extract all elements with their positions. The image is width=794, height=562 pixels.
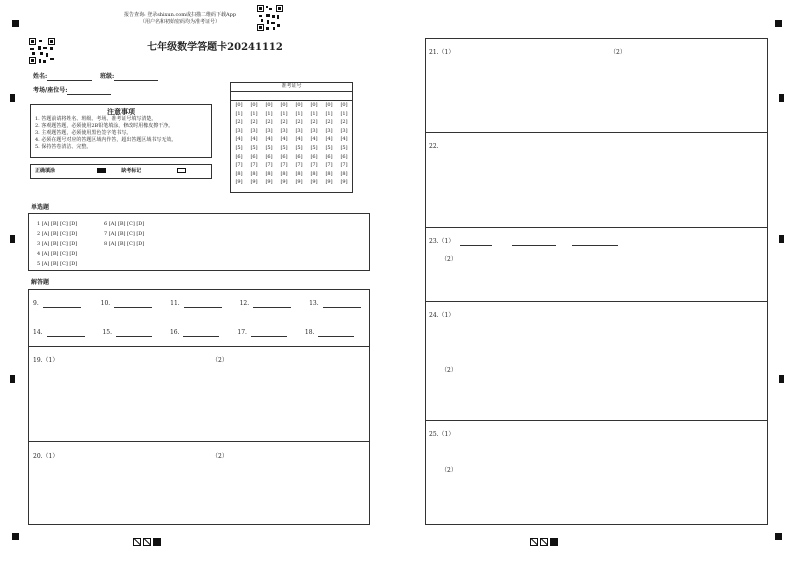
exam-id-digit-bubble[interactable]: [3]	[250, 127, 258, 134]
exam-id-digit-bubble[interactable]: [5]	[325, 144, 333, 151]
answer-blank[interactable]	[572, 239, 618, 246]
exam-id-digit-column	[233, 101, 245, 187]
exam-id-digit-column	[338, 101, 350, 187]
q20-part2-label: （2）	[212, 453, 228, 460]
class-field[interactable]	[100, 73, 158, 81]
notice-item: 3. 主观题答题，必须使用黑色签字笔书写。	[35, 130, 132, 136]
exam-id-digit-bubble[interactable]: [6]	[295, 153, 303, 160]
exam-id-digit-bubble[interactable]: [4]	[280, 136, 288, 143]
exam-id-digit-bubble[interactable]: [6]	[310, 153, 318, 160]
blank-label: 10.	[100, 300, 111, 307]
blank-label: 16.	[169, 329, 180, 336]
exam-id-digit-bubble[interactable]: [7]	[295, 162, 303, 169]
exam-id-digit-bubble[interactable]: [5]	[280, 144, 288, 151]
exam-id-digit-bubble[interactable]: [2]	[265, 119, 273, 126]
exam-id-digit-bubble[interactable]: [1]	[340, 110, 348, 117]
solid-square-icon	[550, 538, 558, 546]
exam-id-digit-bubble[interactable]: [4]	[235, 136, 243, 143]
notice-item: 4. 必须在题号对应的答题区域内作答，超出答题区域书写无效。	[35, 137, 177, 143]
answer-section-title: 解答题	[31, 279, 50, 286]
blank-label: 15.	[102, 329, 113, 336]
exam-id-digit-bubble[interactable]: [6]	[265, 153, 273, 160]
exam-id-digit-bubble[interactable]: [5]	[310, 144, 318, 151]
notice-title: 注意事项	[107, 107, 135, 116]
choice-row[interactable]: 6 [A] [B] [C] [D]	[104, 221, 145, 227]
exam-id-digit-bubble[interactable]: [4]	[310, 136, 318, 143]
exam-id-digit-bubble[interactable]: [7]	[235, 162, 243, 169]
q25-part2-label: （2）	[441, 467, 457, 474]
exam-id-digit-bubble[interactable]: [1]	[235, 110, 243, 117]
exam-id-digit-bubble[interactable]: [6]	[280, 153, 288, 160]
exam-id-digit-bubble[interactable]: [9]	[280, 179, 288, 186]
exam-id-digit-bubble[interactable]: [6]	[340, 153, 348, 160]
exam-id-digit-bubble[interactable]: [8]	[280, 170, 288, 177]
single-choice-box	[28, 213, 370, 271]
q23-label: 23.（1）	[429, 238, 455, 245]
answer-section-box	[28, 289, 370, 525]
answer-blank[interactable]	[251, 330, 287, 337]
correct-fill-sample	[97, 168, 106, 173]
exam-id-digit-bubble[interactable]: [1]	[265, 110, 273, 117]
exam-id-digit-bubble[interactable]: [0]	[310, 102, 318, 108]
exam-id-digit-bubble[interactable]: [0]	[235, 102, 243, 108]
registration-mark	[10, 94, 15, 102]
exam-id-digit-bubble[interactable]: [7]	[280, 162, 288, 169]
exam-id-digit-bubble[interactable]: [4]	[340, 136, 348, 143]
exam-id-digit-bubble[interactable]: [8]	[235, 170, 243, 177]
q25-label: 25.（1）	[429, 431, 455, 438]
choice-row[interactable]: 4 [A] [B] [C] [D]	[37, 251, 78, 257]
registration-mark	[12, 20, 19, 27]
registration-mark	[10, 235, 15, 243]
answer-blank[interactable]	[318, 330, 354, 337]
exam-id-digit-bubble[interactable]: [3]	[340, 127, 348, 134]
exam-id-digit-bubble[interactable]: [9]	[235, 179, 243, 186]
exam-id-digit-bubble[interactable]: [9]	[265, 179, 273, 186]
fill-blank-row-1	[33, 300, 363, 308]
exam-id-digit-bubble[interactable]: [9]	[295, 179, 303, 186]
slash-box-icon	[530, 538, 538, 546]
exam-id-digit-bubble[interactable]: [3]	[265, 127, 273, 134]
notice-item: 5. 保持答卷清洁、完整。	[35, 144, 92, 150]
registration-mark	[12, 533, 19, 540]
exam-id-digit-bubble[interactable]: [2]	[250, 119, 258, 126]
exam-id-digit-bubble[interactable]: [1]	[280, 110, 288, 117]
seat-field[interactable]	[33, 87, 111, 95]
q20-label: 20.（1）	[33, 453, 59, 460]
exam-id-digit-bubble[interactable]: [7]	[325, 162, 333, 169]
registration-mark	[775, 533, 782, 540]
choice-row[interactable]: 3 [A] [B] [C] [D]	[37, 241, 78, 247]
name-field[interactable]	[33, 73, 92, 81]
choice-row[interactable]: 5 [A] [B] [C] [D]	[37, 261, 78, 267]
divider	[425, 301, 768, 302]
answer-blank[interactable]	[323, 301, 361, 308]
exam-id-digit-bubble[interactable]: [8]	[340, 170, 348, 177]
answer-blank[interactable]	[116, 330, 152, 337]
exam-id-digit-bubble[interactable]: [4]	[295, 136, 303, 143]
exam-id-digit-bubble[interactable]: [2]	[280, 119, 288, 126]
exam-id-digit-bubble[interactable]: [4]	[325, 136, 333, 143]
choice-row[interactable]: 2 [A] [B] [C] [D]	[37, 231, 78, 237]
slash-box-icon	[133, 538, 141, 546]
correct-fill-label: 正确填涂	[35, 168, 56, 174]
divider	[28, 346, 370, 347]
answer-blank[interactable]	[253, 301, 291, 308]
q23-row	[429, 238, 618, 246]
answer-blank[interactable]	[114, 301, 152, 308]
exam-id-digit-bubble[interactable]: [0]	[340, 102, 348, 108]
choice-row[interactable]: 1 [A] [B] [C] [D]	[37, 221, 78, 227]
exam-id-digit-bubble[interactable]: [9]	[325, 179, 333, 186]
exam-id-digit-bubble[interactable]: [0]	[325, 102, 333, 108]
divider	[425, 132, 768, 133]
registration-mark	[779, 375, 784, 383]
report-note	[110, 12, 250, 26]
exam-id-digit-bubble[interactable]: [7]	[340, 162, 348, 169]
single-choice-title: 单选题	[31, 204, 50, 211]
exam-id-digit-bubble[interactable]: [8]	[250, 170, 258, 177]
exam-id-digit-bubble[interactable]: [9]	[310, 179, 318, 186]
exam-id-digit-bubble[interactable]: [2]	[295, 119, 303, 126]
exam-id-digit-bubble[interactable]: [2]	[310, 119, 318, 126]
exam-id-digit-bubble[interactable]: [1]	[325, 110, 333, 117]
q24-part2-label: （2）	[441, 367, 457, 374]
divider	[425, 227, 768, 228]
answer-blank[interactable]	[43, 301, 81, 308]
exam-id-digit-column	[308, 101, 320, 187]
exam-id-digit-bubble[interactable]: [3]	[295, 127, 303, 134]
exam-id-digit-bubble[interactable]: [5]	[235, 144, 243, 151]
exam-id-digit-bubble[interactable]: [2]	[325, 119, 333, 126]
fill-legend	[30, 164, 212, 179]
exam-id-title: 准考证号	[231, 83, 352, 92]
answer-blank[interactable]	[512, 239, 556, 246]
slash-box-icon	[143, 538, 151, 546]
exam-id-digit-bubble[interactable]: [3]	[310, 127, 318, 134]
q22-label: 22.	[429, 143, 439, 150]
qr-code-icon	[257, 5, 283, 31]
exam-id-digit-bubble[interactable]: [9]	[250, 179, 258, 186]
blank-label: 9.	[33, 300, 39, 307]
q24-label: 24.（1）	[429, 312, 455, 319]
blank-label: 13.	[309, 300, 319, 307]
divider	[28, 441, 370, 442]
exam-id-digit-bubble[interactable]: [8]	[295, 170, 303, 177]
right-answer-box	[425, 38, 768, 525]
exam-id-digit-bubble[interactable]: [5]	[340, 144, 348, 151]
notice-box	[30, 104, 212, 158]
exam-id-digit-bubble[interactable]: [5]	[265, 144, 273, 151]
choice-row[interactable]: 7 [A] [B] [C] [D]	[104, 231, 145, 237]
notice-item: 2. 客观题答题，必须使用2B铅笔填涂，修改时用橡皮擦干净。	[35, 123, 174, 129]
exam-id-digit-bubble[interactable]: [3]	[325, 127, 333, 134]
exam-id-digit-bubble[interactable]: [8]	[325, 170, 333, 177]
registration-mark	[779, 235, 784, 243]
exam-id-digit-bubble[interactable]: [9]	[340, 179, 348, 186]
exam-id-digit-column	[263, 101, 275, 187]
divider	[425, 420, 768, 421]
single-choice-col2	[104, 219, 144, 249]
exam-id-digit-bubble[interactable]: [4]	[250, 136, 258, 143]
class-label: 班级:	[100, 73, 115, 80]
registration-mark	[10, 375, 15, 383]
seat-label: 考场/座位号:	[33, 87, 68, 94]
solid-square-icon	[153, 538, 161, 546]
exam-id-digit-bubble[interactable]: [0]	[250, 102, 258, 108]
exam-id-digit-bubble[interactable]: [7]	[250, 162, 258, 169]
slash-box-icon	[540, 538, 548, 546]
single-choice-col1	[37, 219, 77, 269]
q21-label: 21.（1）	[429, 49, 455, 56]
blank-label: 17.	[237, 329, 247, 336]
exam-id-digit-bubble[interactable]: [0]	[295, 102, 303, 108]
exam-id-digit-bubble[interactable]: [0]	[265, 102, 273, 108]
exam-id-digit-bubble[interactable]: [5]	[295, 144, 303, 151]
exam-id-digit-bubble[interactable]: [6]	[235, 153, 243, 160]
choice-row[interactable]: 8 [A] [B] [C] [D]	[104, 241, 145, 247]
page-footer-marks	[530, 531, 558, 550]
exam-id-digit-bubble[interactable]: [4]	[265, 136, 273, 143]
answer-blank[interactable]	[183, 330, 219, 337]
fill-blank-row-2	[33, 329, 363, 337]
exam-id-digit-bubble[interactable]: [7]	[265, 162, 273, 169]
blank-label: 14.	[33, 329, 43, 336]
answer-blank[interactable]	[47, 330, 85, 337]
q19-part2-label: （2）	[212, 357, 228, 364]
registration-mark	[775, 20, 782, 27]
q21-part2-label: （2）	[610, 49, 626, 56]
blank-label: 18.	[304, 329, 315, 336]
answer-blank[interactable]	[184, 301, 222, 308]
exam-id-digit-column	[293, 101, 305, 187]
blank-label: 11.	[170, 300, 180, 307]
q19-label: 19.（1）	[33, 357, 59, 364]
exam-id-digit-bubble[interactable]: [2]	[340, 119, 348, 126]
page-footer-marks	[133, 531, 161, 550]
page-title: 七年级数学答题卡20241112	[147, 42, 283, 53]
answer-blank[interactable]	[460, 239, 492, 246]
exam-id-digit-bubble[interactable]: [7]	[310, 162, 318, 169]
exam-id-digit-bubble[interactable]: [8]	[310, 170, 318, 177]
absent-mark-label: 缺考标记	[121, 168, 142, 174]
exam-id-digit-bubble[interactable]: [6]	[325, 153, 333, 160]
notice-item: 1. 答题前请将姓名、班级、考场、准考证号填写清楚。	[35, 116, 157, 122]
name-label: 姓名:	[33, 73, 48, 80]
exam-id-digit-column	[323, 101, 335, 187]
exam-id-digit-bubble[interactable]: [2]	[235, 119, 243, 126]
exam-id-digit-bubble[interactable]: [1]	[250, 110, 258, 117]
exam-id-digit-bubble[interactable]: [1]	[295, 110, 303, 117]
exam-id-digit-column	[278, 101, 290, 187]
exam-id-digit-column	[248, 101, 260, 187]
exam-id-digit-bubble[interactable]: [1]	[310, 110, 318, 117]
absent-mark-checkbox[interactable]	[177, 168, 186, 173]
qr-code-icon	[29, 38, 55, 64]
q23-part2-label: （2）	[441, 256, 457, 263]
exam-id-digit-bubble[interactable]: [3]	[280, 127, 288, 134]
exam-id-digit-bubble[interactable]: [8]	[265, 170, 273, 177]
report-note-line2: （用户名和初始密码均为准考证号）	[139, 19, 220, 25]
registration-mark	[779, 94, 784, 102]
exam-id-digit-bubble[interactable]: [6]	[250, 153, 258, 160]
exam-id-digit-bubble[interactable]: [3]	[235, 127, 243, 134]
report-note-line1: 报告查询: 登录shixun.com或扫描二维码下载App	[123, 12, 237, 18]
exam-id-digit-bubble[interactable]: [0]	[280, 102, 288, 108]
blank-label: 12.	[239, 300, 250, 307]
exam-id-digit-bubble[interactable]: [5]	[250, 144, 258, 151]
